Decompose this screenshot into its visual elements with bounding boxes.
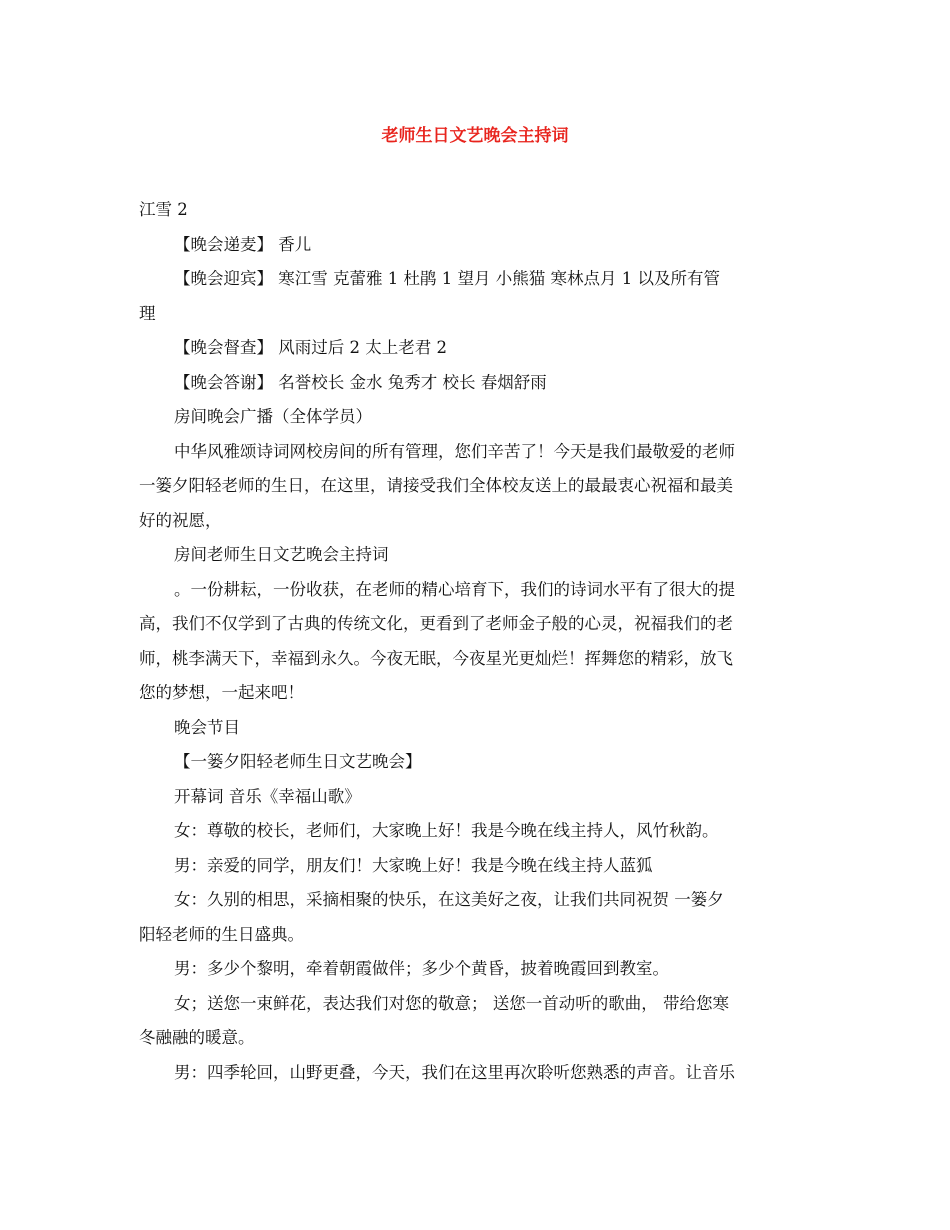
text-line: 晚会节目 — [174, 717, 240, 737]
text-line: 您的梦想，一起来吧！ — [139, 683, 304, 702]
text-line: 女：久别的相思，采摘相聚的快乐，在这美好之夜，让我们共同祝贺 一篓夕 — [174, 890, 724, 909]
text-line: 房间老师生日文艺晚会主持词 — [174, 545, 389, 564]
text-line: 阳轻老师的生日盛典。 — [139, 924, 304, 944]
text-line: 男：亲爱的同学，朋友们！大家晚上好！我是今晚在线主持人蓝狐 — [174, 855, 653, 875]
text-line: 【晚会督查】 风雨过后 2 太上老君 2 — [174, 338, 447, 357]
text-line: 【晚会递麦】 香儿 — [174, 234, 312, 254]
text-line: 。一份耕耘，一份收获，在老师的精心培育下，我们的诗词水平有了很大的提 — [174, 579, 735, 599]
document-body — [139, 193, 814, 1090]
text-line: 高，我们不仅学到了古典的传统文化，更看到了老师金子般的心灵，祝福我们的老 — [139, 614, 733, 633]
text-line: 师，桃李满天下，幸福到永久。今夜无眠，今夜星光更灿烂！挥舞您的精彩，放飞 — [139, 648, 733, 668]
text-line: 女；送您一束鲜花，表达我们对您的敬意； 送您一首动听的歌曲， 带给您寒 — [174, 993, 729, 1013]
text-line: 冬融融的暖意。 — [139, 1028, 255, 1047]
text-line: 江雪 2 — [139, 200, 188, 219]
text-line: 好的祝愿， — [139, 510, 222, 530]
text-line: 男：四季轮回，山野更叠，今天，我们在这里再次聆听您熟悉的声音。让音乐 — [174, 1062, 735, 1082]
text-line: 理 — [139, 303, 156, 323]
text-line: 中华风雅颂诗词网校房间的所有管理，您们辛苦了！今天是我们最敬爱的老师 — [174, 441, 735, 461]
text-line: 一篓夕阳轻老师的生日，在这里，请接受我们全体校友送上的最最衷心祝福和最美 — [139, 476, 733, 495]
text-line: 房间晚会广播（全体学员） — [174, 407, 372, 426]
document-title: 老师生日文艺晚会主持词 — [381, 126, 569, 146]
text-line: 【一篓夕阳轻老师生日文艺晚会】 — [174, 752, 422, 771]
text-line: 【晚会迎宾】 寒江雪 克蕾雅 1 杜鹃 1 望月 小熊猫 寒林点月 1 以及所有管 — [174, 269, 720, 288]
text-line: 男：多少个黎明，牵着朝霞做伴；多少个黄昏，披着晚霞回到教室。 — [174, 959, 669, 978]
text-line: 【晚会答谢】 名誉校长 金水 兔秀才 校长 春烟舒雨 — [174, 372, 547, 392]
text-line: 女：尊敬的校长，老师们，大家晚上好！我是今晚在线主持人，风竹秋韵。 — [174, 821, 719, 840]
text-line: 开幕词 音乐《幸福山歌》 — [174, 786, 361, 806]
